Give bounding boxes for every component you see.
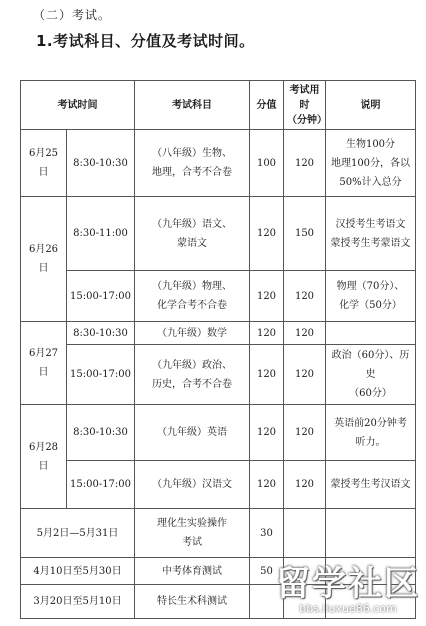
cell-notes (326, 558, 416, 585)
watermark-logo-text: 留学社区 (276, 564, 420, 604)
cell-subject: 中考体育测试 (135, 558, 250, 585)
cell-date: 6月27日 (21, 322, 67, 405)
cell-date: 6月28日 (21, 405, 67, 509)
table-row (21, 197, 416, 271)
cell-score (250, 585, 284, 619)
cell-duration: 120 (284, 322, 326, 345)
cell-date: 4月10日至5月30日 (21, 558, 135, 585)
cell-subject: 特长生术科测试 (135, 585, 250, 619)
cell-score: 120 (250, 271, 284, 322)
cell-score: 100 (250, 130, 284, 197)
cell-time: 8:30-10:30 (67, 322, 135, 345)
cell-time: 15:00-17:00 (67, 345, 135, 405)
cell-subject: （九年级）数学 (135, 322, 250, 345)
cell-notes: 生物100分 地理100分，各以 50%计入总分 (326, 130, 416, 197)
table-header-row (21, 81, 416, 130)
header-exam-time: 考试时间 (21, 81, 135, 130)
cell-score: 120 (250, 322, 284, 345)
cell-duration (284, 509, 326, 558)
cell-time: 8:30-10:30 (67, 405, 135, 461)
cell-time: 15:00-17:00 (67, 461, 135, 509)
cell-duration: 150 (284, 197, 326, 271)
header-notes: 说明 (326, 81, 416, 130)
cell-duration (284, 558, 326, 585)
cell-score: 120 (250, 405, 284, 461)
cell-date: 5月2日—5月31日 (21, 509, 135, 558)
cell-score: 120 (250, 345, 284, 405)
table-row (21, 585, 416, 619)
table-row (21, 461, 416, 509)
cell-subject: （九年级）物理、 化学合考不合卷 (135, 271, 250, 322)
section-label: （二）考试。 (33, 8, 112, 22)
cell-score: 50 (250, 558, 284, 585)
cell-date: 6月26日 (21, 197, 67, 322)
cell-notes (326, 585, 416, 619)
cell-notes (326, 509, 416, 558)
cell-subject: （八年级）生物、 地理，合考不合卷 (135, 130, 250, 197)
header-exam-subject: 考试科目 (135, 81, 250, 130)
cell-duration: 120 (284, 405, 326, 461)
cell-subject: （九年级）英语 (135, 405, 250, 461)
page-heading: 1.考试科目、分值及考试时间。 (36, 32, 255, 50)
cell-score: 120 (250, 461, 284, 509)
table-row (21, 509, 416, 558)
watermark-url: bbs.liuxue86.com (299, 602, 397, 615)
cell-date: 3月20日至5月10日 (21, 585, 135, 619)
cell-time: 8:30-10:30 (67, 130, 135, 197)
cell-duration: 120 (284, 461, 326, 509)
cell-score: 120 (250, 197, 284, 271)
cell-subject: 理化生实验操作 考试 (135, 509, 250, 558)
cell-date: 6月25日 (21, 130, 67, 197)
cell-notes: 汉授考生考语文 蒙授考生考蒙语文 (326, 197, 416, 271)
table-row (21, 271, 416, 322)
exam-schedule-table (20, 80, 416, 619)
table-row (21, 345, 416, 405)
cell-notes: 蒙授考生考汉语文 (326, 461, 416, 509)
cell-duration: 120 (284, 130, 326, 197)
cell-subject: （九年级）语文、 蒙语文 (135, 197, 250, 271)
table-row (21, 322, 416, 345)
table-row (21, 558, 416, 585)
header-duration: 考试用时 （分钟） (284, 81, 326, 130)
header-score: 分值 (250, 81, 284, 130)
cell-notes: 政治（60分）、历史 （60分） (326, 345, 416, 405)
cell-duration: 120 (284, 345, 326, 405)
cell-duration: 120 (284, 271, 326, 322)
cell-score: 30 (250, 509, 284, 558)
cell-notes (326, 322, 416, 345)
cell-time: 15:00-17:00 (67, 271, 135, 322)
cell-subject: （九年级）政治、 历史，合考不合卷 (135, 345, 250, 405)
table-row (21, 405, 416, 461)
cell-duration (284, 585, 326, 619)
cell-subject: （九年级）汉语文 (135, 461, 250, 509)
cell-time: 8:30-11:00 (67, 197, 135, 271)
table-row (21, 130, 416, 197)
cell-notes: 英语前20分钟考 听力。 (326, 405, 416, 461)
cell-notes: 物理（70分）、 化学（50分） (326, 271, 416, 322)
